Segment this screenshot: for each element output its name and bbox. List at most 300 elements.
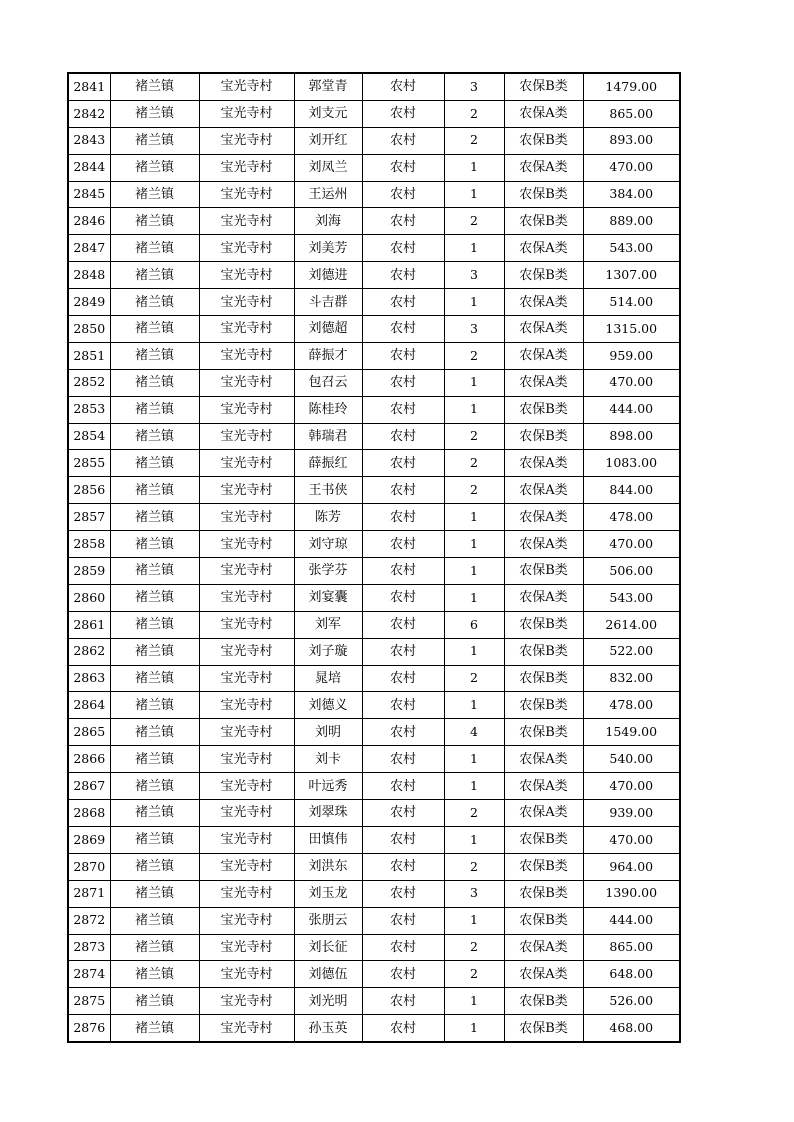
table-row bbox=[68, 961, 680, 988]
cell-household-type: 农村 bbox=[362, 289, 444, 316]
table-body bbox=[68, 73, 680, 1042]
table-row bbox=[68, 73, 680, 100]
cell-amount: 526.00 bbox=[583, 988, 680, 1015]
table-row bbox=[68, 531, 680, 558]
cell-household-type: 农村 bbox=[362, 934, 444, 961]
cell-name: 刘守琼 bbox=[294, 531, 362, 558]
cell-category: 农保B类 bbox=[504, 208, 583, 235]
cell-village: 宝光寺村 bbox=[199, 853, 294, 880]
cell-amount: 384.00 bbox=[583, 181, 680, 208]
table-row bbox=[68, 826, 680, 853]
cell-household-type: 农村 bbox=[362, 316, 444, 343]
cell-people-count: 1 bbox=[444, 773, 504, 800]
cell-amount: 1083.00 bbox=[583, 450, 680, 477]
cell-household-type: 农村 bbox=[362, 961, 444, 988]
cell-category: 农保B类 bbox=[504, 396, 583, 423]
cell-people-count: 2 bbox=[444, 423, 504, 450]
cell-record-number: 2851 bbox=[68, 342, 110, 369]
table-row bbox=[68, 262, 680, 289]
cell-amount: 939.00 bbox=[583, 800, 680, 827]
cell-name: 刘明 bbox=[294, 719, 362, 746]
cell-people-count: 1 bbox=[444, 988, 504, 1015]
cell-people-count: 2 bbox=[444, 934, 504, 961]
cell-village: 宝光寺村 bbox=[199, 638, 294, 665]
cell-category: 农保A类 bbox=[504, 450, 583, 477]
cell-people-count: 3 bbox=[444, 262, 504, 289]
cell-name: 郭堂青 bbox=[294, 73, 362, 100]
cell-town: 褚兰镇 bbox=[110, 181, 199, 208]
cell-village: 宝光寺村 bbox=[199, 100, 294, 127]
cell-village: 宝光寺村 bbox=[199, 262, 294, 289]
cell-town: 褚兰镇 bbox=[110, 826, 199, 853]
cell-town: 褚兰镇 bbox=[110, 504, 199, 531]
cell-name: 刘德进 bbox=[294, 262, 362, 289]
cell-town: 褚兰镇 bbox=[110, 423, 199, 450]
cell-amount: 832.00 bbox=[583, 665, 680, 692]
cell-people-count: 1 bbox=[444, 558, 504, 585]
cell-people-count: 3 bbox=[444, 73, 504, 100]
cell-category: 农保B类 bbox=[504, 988, 583, 1015]
cell-village: 宝光寺村 bbox=[199, 450, 294, 477]
cell-record-number: 2841 bbox=[68, 73, 110, 100]
cell-village: 宝光寺村 bbox=[199, 504, 294, 531]
cell-name: 刘支元 bbox=[294, 100, 362, 127]
cell-record-number: 2854 bbox=[68, 423, 110, 450]
cell-record-number: 2864 bbox=[68, 692, 110, 719]
cell-people-count: 3 bbox=[444, 316, 504, 343]
cell-town: 褚兰镇 bbox=[110, 746, 199, 773]
cell-record-number: 2857 bbox=[68, 504, 110, 531]
cell-people-count: 3 bbox=[444, 880, 504, 907]
cell-people-count: 1 bbox=[444, 369, 504, 396]
cell-amount: 468.00 bbox=[583, 1015, 680, 1042]
cell-amount: 648.00 bbox=[583, 961, 680, 988]
cell-name: 陈芳 bbox=[294, 504, 362, 531]
cell-category: 农保B类 bbox=[504, 853, 583, 880]
cell-amount: 470.00 bbox=[583, 369, 680, 396]
cell-household-type: 农村 bbox=[362, 369, 444, 396]
table-row bbox=[68, 450, 680, 477]
cell-amount: 1390.00 bbox=[583, 880, 680, 907]
cell-people-count: 2 bbox=[444, 800, 504, 827]
cell-people-count: 1 bbox=[444, 154, 504, 181]
cell-town: 褚兰镇 bbox=[110, 477, 199, 504]
cell-record-number: 2844 bbox=[68, 154, 110, 181]
cell-amount: 506.00 bbox=[583, 558, 680, 585]
cell-category: 农保B类 bbox=[504, 692, 583, 719]
table-row bbox=[68, 880, 680, 907]
table-row bbox=[68, 719, 680, 746]
table-row bbox=[68, 369, 680, 396]
cell-people-count: 4 bbox=[444, 719, 504, 746]
cell-record-number: 2852 bbox=[68, 369, 110, 396]
cell-record-number: 2847 bbox=[68, 235, 110, 262]
cell-household-type: 农村 bbox=[362, 773, 444, 800]
cell-village: 宝光寺村 bbox=[199, 773, 294, 800]
cell-town: 褚兰镇 bbox=[110, 127, 199, 154]
cell-town: 褚兰镇 bbox=[110, 262, 199, 289]
cell-category: 农保B类 bbox=[504, 1015, 583, 1042]
cell-record-number: 2843 bbox=[68, 127, 110, 154]
cell-record-number: 2862 bbox=[68, 638, 110, 665]
table-row bbox=[68, 611, 680, 638]
cell-category: 农保A类 bbox=[504, 800, 583, 827]
cell-amount: 865.00 bbox=[583, 934, 680, 961]
cell-record-number: 2861 bbox=[68, 611, 110, 638]
cell-people-count: 1 bbox=[444, 826, 504, 853]
cell-record-number: 2860 bbox=[68, 584, 110, 611]
cell-household-type: 农村 bbox=[362, 154, 444, 181]
cell-village: 宝光寺村 bbox=[199, 208, 294, 235]
cell-record-number: 2866 bbox=[68, 746, 110, 773]
cell-category: 农保A类 bbox=[504, 154, 583, 181]
cell-amount: 470.00 bbox=[583, 154, 680, 181]
cell-record-number: 2874 bbox=[68, 961, 110, 988]
cell-village: 宝光寺村 bbox=[199, 73, 294, 100]
cell-name: 刘宴囊 bbox=[294, 584, 362, 611]
cell-category: 农保B类 bbox=[504, 880, 583, 907]
table-row bbox=[68, 127, 680, 154]
cell-record-number: 2867 bbox=[68, 773, 110, 800]
cell-village: 宝光寺村 bbox=[199, 396, 294, 423]
cell-people-count: 1 bbox=[444, 181, 504, 208]
cell-name: 叶远秀 bbox=[294, 773, 362, 800]
cell-amount: 1479.00 bbox=[583, 73, 680, 100]
cell-household-type: 农村 bbox=[362, 342, 444, 369]
cell-category: 农保B类 bbox=[504, 181, 583, 208]
cell-category: 农保B类 bbox=[504, 826, 583, 853]
cell-category: 农保B类 bbox=[504, 558, 583, 585]
cell-household-type: 农村 bbox=[362, 504, 444, 531]
table-row bbox=[68, 342, 680, 369]
cell-village: 宝光寺村 bbox=[199, 880, 294, 907]
cell-record-number: 2865 bbox=[68, 719, 110, 746]
cell-household-type: 农村 bbox=[362, 826, 444, 853]
cell-name: 刘玉龙 bbox=[294, 880, 362, 907]
cell-name: 刘德超 bbox=[294, 316, 362, 343]
cell-household-type: 农村 bbox=[362, 853, 444, 880]
cell-village: 宝光寺村 bbox=[199, 316, 294, 343]
cell-record-number: 2853 bbox=[68, 396, 110, 423]
cell-village: 宝光寺村 bbox=[199, 611, 294, 638]
cell-household-type: 农村 bbox=[362, 423, 444, 450]
cell-name: 斗吉群 bbox=[294, 289, 362, 316]
cell-category: 农保B类 bbox=[504, 719, 583, 746]
cell-amount: 514.00 bbox=[583, 289, 680, 316]
cell-people-count: 2 bbox=[444, 961, 504, 988]
cell-town: 褚兰镇 bbox=[110, 1015, 199, 1042]
cell-amount: 959.00 bbox=[583, 342, 680, 369]
cell-name: 刘卡 bbox=[294, 746, 362, 773]
cell-record-number: 2846 bbox=[68, 208, 110, 235]
cell-amount: 893.00 bbox=[583, 127, 680, 154]
cell-people-count: 1 bbox=[444, 638, 504, 665]
cell-amount: 1549.00 bbox=[583, 719, 680, 746]
cell-name: 孙玉英 bbox=[294, 1015, 362, 1042]
cell-category: 农保B类 bbox=[504, 611, 583, 638]
cell-name: 张朋云 bbox=[294, 907, 362, 934]
table-row bbox=[68, 638, 680, 665]
cell-amount: 470.00 bbox=[583, 531, 680, 558]
cell-people-count: 2 bbox=[444, 208, 504, 235]
cell-household-type: 农村 bbox=[362, 638, 444, 665]
cell-amount: 444.00 bbox=[583, 396, 680, 423]
cell-town: 褚兰镇 bbox=[110, 342, 199, 369]
table-row bbox=[68, 746, 680, 773]
cell-town: 褚兰镇 bbox=[110, 907, 199, 934]
cell-category: 农保B类 bbox=[504, 73, 583, 100]
cell-people-count: 1 bbox=[444, 907, 504, 934]
cell-town: 褚兰镇 bbox=[110, 853, 199, 880]
table-row bbox=[68, 853, 680, 880]
cell-amount: 470.00 bbox=[583, 826, 680, 853]
cell-name: 刘凤兰 bbox=[294, 154, 362, 181]
cell-people-count: 1 bbox=[444, 504, 504, 531]
cell-category: 农保B类 bbox=[504, 907, 583, 934]
cell-category: 农保A类 bbox=[504, 342, 583, 369]
cell-record-number: 2863 bbox=[68, 665, 110, 692]
cell-record-number: 2858 bbox=[68, 531, 110, 558]
cell-name: 刘光明 bbox=[294, 988, 362, 1015]
cell-household-type: 农村 bbox=[362, 558, 444, 585]
cell-record-number: 2875 bbox=[68, 988, 110, 1015]
cell-town: 褚兰镇 bbox=[110, 208, 199, 235]
table-row bbox=[68, 584, 680, 611]
cell-amount: 540.00 bbox=[583, 746, 680, 773]
cell-town: 褚兰镇 bbox=[110, 235, 199, 262]
cell-record-number: 2845 bbox=[68, 181, 110, 208]
cell-town: 褚兰镇 bbox=[110, 719, 199, 746]
cell-category: 农保A类 bbox=[504, 531, 583, 558]
cell-record-number: 2871 bbox=[68, 880, 110, 907]
cell-town: 褚兰镇 bbox=[110, 531, 199, 558]
cell-household-type: 农村 bbox=[362, 235, 444, 262]
cell-record-number: 2859 bbox=[68, 558, 110, 585]
cell-category: 农保A类 bbox=[504, 961, 583, 988]
cell-household-type: 农村 bbox=[362, 73, 444, 100]
cell-category: 农保B类 bbox=[504, 638, 583, 665]
cell-town: 褚兰镇 bbox=[110, 692, 199, 719]
table-row bbox=[68, 208, 680, 235]
cell-village: 宝光寺村 bbox=[199, 1015, 294, 1042]
cell-village: 宝光寺村 bbox=[199, 961, 294, 988]
cell-village: 宝光寺村 bbox=[199, 342, 294, 369]
cell-record-number: 2868 bbox=[68, 800, 110, 827]
table-row bbox=[68, 1015, 680, 1042]
cell-village: 宝光寺村 bbox=[199, 692, 294, 719]
cell-amount: 1307.00 bbox=[583, 262, 680, 289]
table-row bbox=[68, 289, 680, 316]
cell-name: 晁培 bbox=[294, 665, 362, 692]
cell-name: 刘德伍 bbox=[294, 961, 362, 988]
cell-category: 农保B类 bbox=[504, 262, 583, 289]
cell-name: 刘翠珠 bbox=[294, 800, 362, 827]
cell-name: 田慎伟 bbox=[294, 826, 362, 853]
cell-category: 农保A类 bbox=[504, 316, 583, 343]
cell-household-type: 农村 bbox=[362, 450, 444, 477]
cell-amount: 2614.00 bbox=[583, 611, 680, 638]
cell-category: 农保A类 bbox=[504, 584, 583, 611]
cell-people-count: 1 bbox=[444, 289, 504, 316]
cell-amount: 444.00 bbox=[583, 907, 680, 934]
cell-town: 褚兰镇 bbox=[110, 100, 199, 127]
cell-people-count: 2 bbox=[444, 127, 504, 154]
cell-category: 农保A类 bbox=[504, 100, 583, 127]
cell-village: 宝光寺村 bbox=[199, 719, 294, 746]
cell-village: 宝光寺村 bbox=[199, 181, 294, 208]
cell-amount: 478.00 bbox=[583, 692, 680, 719]
cell-category: 农保A类 bbox=[504, 289, 583, 316]
cell-category: 农保B类 bbox=[504, 423, 583, 450]
cell-name: 王书侠 bbox=[294, 477, 362, 504]
cell-name: 刘海 bbox=[294, 208, 362, 235]
cell-village: 宝光寺村 bbox=[199, 127, 294, 154]
cell-name: 刘美芳 bbox=[294, 235, 362, 262]
table-row bbox=[68, 773, 680, 800]
table-row bbox=[68, 181, 680, 208]
cell-town: 褚兰镇 bbox=[110, 154, 199, 181]
cell-village: 宝光寺村 bbox=[199, 934, 294, 961]
table-row bbox=[68, 558, 680, 585]
cell-name: 刘开红 bbox=[294, 127, 362, 154]
cell-amount: 543.00 bbox=[583, 584, 680, 611]
cell-amount: 1315.00 bbox=[583, 316, 680, 343]
table-row bbox=[68, 423, 680, 450]
cell-household-type: 农村 bbox=[362, 1015, 444, 1042]
cell-amount: 964.00 bbox=[583, 853, 680, 880]
cell-village: 宝光寺村 bbox=[199, 235, 294, 262]
cell-village: 宝光寺村 bbox=[199, 154, 294, 181]
cell-name: 韩瑞君 bbox=[294, 423, 362, 450]
cell-category: 农保A类 bbox=[504, 235, 583, 262]
cell-amount: 844.00 bbox=[583, 477, 680, 504]
cell-town: 褚兰镇 bbox=[110, 316, 199, 343]
cell-people-count: 2 bbox=[444, 477, 504, 504]
cell-category: 农保A类 bbox=[504, 773, 583, 800]
cell-name: 薛振才 bbox=[294, 342, 362, 369]
cell-record-number: 2876 bbox=[68, 1015, 110, 1042]
table-row bbox=[68, 800, 680, 827]
cell-people-count: 2 bbox=[444, 853, 504, 880]
cell-category: 农保A类 bbox=[504, 934, 583, 961]
table-row bbox=[68, 477, 680, 504]
cell-people-count: 1 bbox=[444, 1015, 504, 1042]
cell-people-count: 1 bbox=[444, 584, 504, 611]
cell-town: 褚兰镇 bbox=[110, 638, 199, 665]
cell-name: 刘军 bbox=[294, 611, 362, 638]
cell-household-type: 农村 bbox=[362, 584, 444, 611]
cell-village: 宝光寺村 bbox=[199, 477, 294, 504]
cell-record-number: 2872 bbox=[68, 907, 110, 934]
cell-name: 刘德义 bbox=[294, 692, 362, 719]
cell-household-type: 农村 bbox=[362, 692, 444, 719]
cell-record-number: 2870 bbox=[68, 853, 110, 880]
cell-record-number: 2873 bbox=[68, 934, 110, 961]
cell-record-number: 2850 bbox=[68, 316, 110, 343]
cell-town: 褚兰镇 bbox=[110, 800, 199, 827]
table-row bbox=[68, 692, 680, 719]
assistance-roster-table bbox=[67, 72, 681, 1043]
cell-category: 农保A类 bbox=[504, 746, 583, 773]
cell-household-type: 农村 bbox=[362, 127, 444, 154]
cell-household-type: 农村 bbox=[362, 988, 444, 1015]
cell-household-type: 农村 bbox=[362, 531, 444, 558]
cell-household-type: 农村 bbox=[362, 477, 444, 504]
cell-town: 褚兰镇 bbox=[110, 611, 199, 638]
cell-household-type: 农村 bbox=[362, 181, 444, 208]
cell-household-type: 农村 bbox=[362, 396, 444, 423]
cell-village: 宝光寺村 bbox=[199, 289, 294, 316]
cell-village: 宝光寺村 bbox=[199, 558, 294, 585]
table-row bbox=[68, 665, 680, 692]
cell-name: 刘子璇 bbox=[294, 638, 362, 665]
cell-amount: 478.00 bbox=[583, 504, 680, 531]
cell-household-type: 农村 bbox=[362, 880, 444, 907]
cell-household-type: 农村 bbox=[362, 665, 444, 692]
cell-record-number: 2856 bbox=[68, 477, 110, 504]
cell-household-type: 农村 bbox=[362, 611, 444, 638]
cell-town: 褚兰镇 bbox=[110, 289, 199, 316]
cell-people-count: 1 bbox=[444, 692, 504, 719]
cell-town: 褚兰镇 bbox=[110, 665, 199, 692]
cell-town: 褚兰镇 bbox=[110, 773, 199, 800]
cell-town: 褚兰镇 bbox=[110, 558, 199, 585]
cell-name: 包召云 bbox=[294, 369, 362, 396]
cell-category: 农保B类 bbox=[504, 127, 583, 154]
cell-household-type: 农村 bbox=[362, 719, 444, 746]
cell-name: 薛振红 bbox=[294, 450, 362, 477]
cell-people-count: 2 bbox=[444, 342, 504, 369]
cell-village: 宝光寺村 bbox=[199, 584, 294, 611]
cell-name: 刘长征 bbox=[294, 934, 362, 961]
table-row bbox=[68, 988, 680, 1015]
cell-town: 褚兰镇 bbox=[110, 73, 199, 100]
cell-name: 刘洪东 bbox=[294, 853, 362, 880]
cell-town: 褚兰镇 bbox=[110, 450, 199, 477]
cell-people-count: 1 bbox=[444, 531, 504, 558]
table-row bbox=[68, 316, 680, 343]
cell-household-type: 农村 bbox=[362, 800, 444, 827]
cell-record-number: 2869 bbox=[68, 826, 110, 853]
table-row bbox=[68, 154, 680, 181]
cell-name: 陈桂玲 bbox=[294, 396, 362, 423]
cell-village: 宝光寺村 bbox=[199, 826, 294, 853]
cell-town: 褚兰镇 bbox=[110, 934, 199, 961]
cell-amount: 865.00 bbox=[583, 100, 680, 127]
cell-village: 宝光寺村 bbox=[199, 531, 294, 558]
cell-category: 农保A类 bbox=[504, 477, 583, 504]
cell-household-type: 农村 bbox=[362, 262, 444, 289]
table-row bbox=[68, 235, 680, 262]
cell-village: 宝光寺村 bbox=[199, 746, 294, 773]
cell-name: 王运州 bbox=[294, 181, 362, 208]
cell-people-count: 2 bbox=[444, 100, 504, 127]
cell-people-count: 1 bbox=[444, 235, 504, 262]
cell-record-number: 2842 bbox=[68, 100, 110, 127]
cell-household-type: 农村 bbox=[362, 208, 444, 235]
cell-amount: 543.00 bbox=[583, 235, 680, 262]
cell-household-type: 农村 bbox=[362, 907, 444, 934]
cell-category: 农保B类 bbox=[504, 665, 583, 692]
cell-town: 褚兰镇 bbox=[110, 880, 199, 907]
table-row bbox=[68, 100, 680, 127]
cell-town: 褚兰镇 bbox=[110, 369, 199, 396]
table-row bbox=[68, 396, 680, 423]
cell-village: 宝光寺村 bbox=[199, 369, 294, 396]
cell-record-number: 2855 bbox=[68, 450, 110, 477]
cell-category: 农保A类 bbox=[504, 504, 583, 531]
cell-amount: 522.00 bbox=[583, 638, 680, 665]
